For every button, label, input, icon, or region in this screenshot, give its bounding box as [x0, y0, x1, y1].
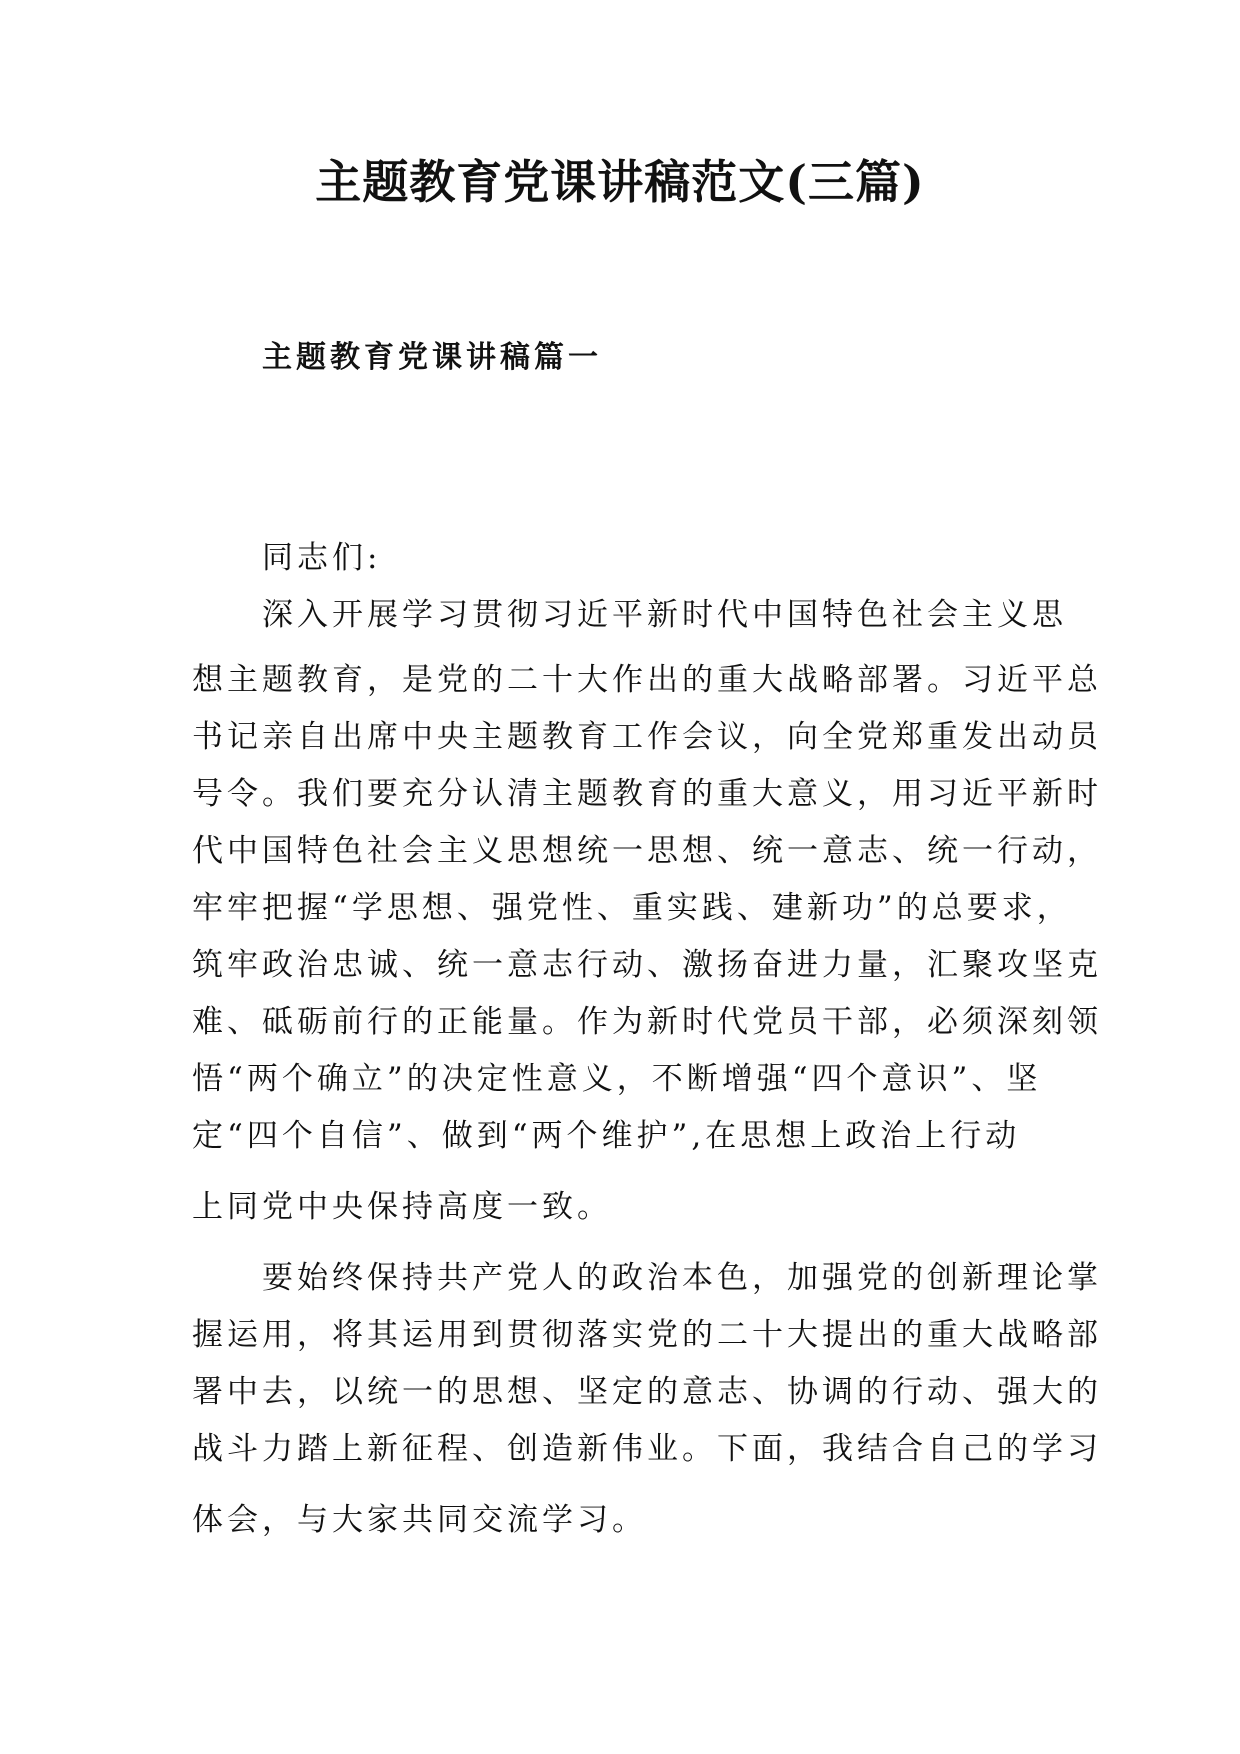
paragraph-line: 深入开展学习贯彻习近平新时代中国特色社会主义思: [262, 597, 1067, 633]
paragraph-line: 号令。我们要充分认清主题教育的重大意义，用习近平新时: [192, 776, 1102, 812]
paragraph-line: 上同党中央保持高度一致。: [192, 1189, 612, 1225]
document-title: 主题教育党课讲稿范文(三篇): [315, 155, 925, 209]
paragraph-line: 书记亲自出席中央主题教育工作会议，向全党郑重发出动员: [192, 719, 1102, 755]
paragraph-line: 想主题教育，是党的二十大作出的重大战略部署。习近平总: [192, 662, 1102, 698]
paragraph-line: 牢牢把握“学思想、强党性、重实践、建新功”的总要求，: [192, 890, 1072, 926]
paragraph-line: 难、砥砺前行的正能量。作为新时代党员干部，必须深刻领: [192, 1004, 1102, 1040]
paragraph-line: 署中去，以统一的思想、坚定的意志、协调的行动、强大的: [192, 1374, 1102, 1410]
paragraph-1: [192, 587, 1102, 1236]
paragraph-line: 定“四个自信”、做到“两个维护”,在思想上政治上行动: [192, 1118, 1021, 1154]
paragraph-line: 体会，与大家共同交流学习。: [192, 1502, 647, 1538]
paragraph-line: 要始终保持共产党人的政治本色，加强党的创新理论掌: [262, 1260, 1102, 1296]
paragraph-line: 握运用，将其运用到贯彻落实党的二十大提出的重大战略部: [192, 1317, 1102, 1353]
paragraph-2: [192, 1250, 1102, 1549]
section-heading: 主题教育党课讲稿篇一: [262, 340, 602, 375]
paragraph-line: 筑牢政治忠诚、统一意志行动、激扬奋进力量，汇聚攻坚克: [192, 947, 1102, 983]
salutation: 同志们:: [262, 540, 382, 576]
document-body: [192, 530, 1102, 1549]
paragraph-line: 代中国特色社会主义思想统一思想、统一意志、统一行动，: [192, 833, 1102, 869]
paragraph-line: 战斗力踏上新征程、创造新伟业。下面，我结合自己的学习: [192, 1431, 1102, 1467]
paragraph-line: 悟“两个确立”的决定性意义，不断增强“四个意识”、坚: [192, 1061, 1042, 1097]
